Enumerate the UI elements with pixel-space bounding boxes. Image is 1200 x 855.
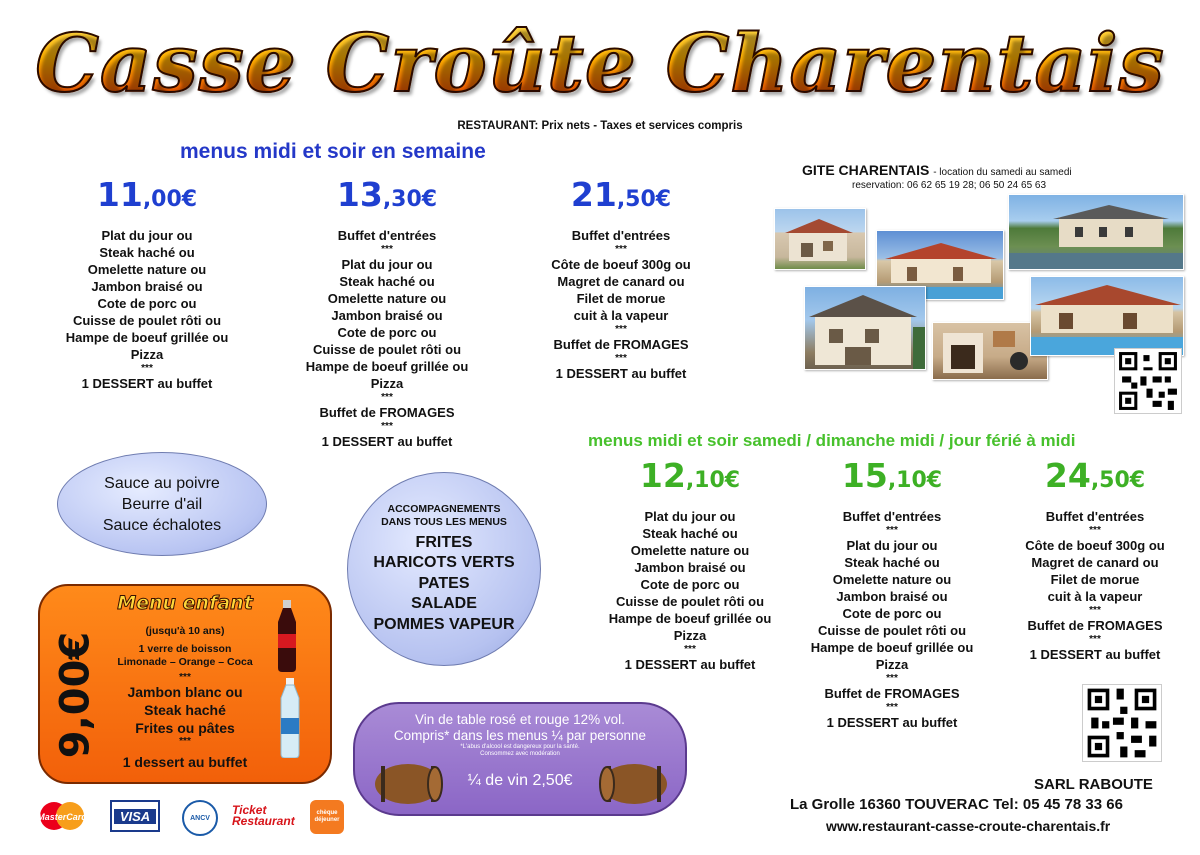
gite-photo — [774, 208, 866, 270]
weekend-heading: menus midi et soir samedi / dimanche midi / jour férié à midi — [588, 431, 1076, 450]
wine-barrel-icon — [373, 762, 443, 806]
menu-price: 15,10€ — [841, 456, 943, 495]
menu-items: Buffet d'entrées *** Côte de boeuf 300g ou Magret de canard ou Filet de morue cuit à la vapeur *** Buffet de FROMAGES *** 1 DESSERT au buffet — [1025, 509, 1165, 662]
visa-logo: VISA — [110, 800, 160, 832]
weekday-menu-3 — [512, 175, 730, 382]
accompagnement-item: FRITES — [415, 533, 473, 551]
accompagnement-item: SALADE — [411, 595, 477, 613]
menu-enfant-price: 9,00€ — [52, 631, 98, 759]
gite-photo — [804, 286, 926, 370]
menu-enfant-title: Menu enfant — [117, 592, 253, 614]
qr-code-restaurant[interactable] — [1082, 684, 1162, 762]
mastercard-logo — [34, 800, 90, 832]
weekend-menu-1 — [584, 456, 796, 673]
menu-price: 11,00€ — [96, 175, 198, 214]
accompagnement-item: PATES — [418, 574, 470, 592]
gite-photo — [1030, 276, 1184, 356]
menu-enfant-details: (jusqu'à 10 ans) 1 verre de boisson Limonade – Orange – Coca *** Jambon blanc ou Steak haché Frites ou pâtes *** 1 dessert au buffet — [117, 625, 253, 770]
company-name: SARL RABOUTE — [1034, 776, 1153, 793]
menu-items: Buffet d'entrées *** Côte de boeuf 300g ou Magret de canard ou Filet de morue cuit à la vapeur *** Buffet de FROMAGES *** 1 DESSERT au buffet — [551, 228, 691, 381]
menu-price: 13,30€ — [336, 175, 438, 214]
wine-text: Vin de table rosé et rouge 12% vol. Compris* dans les menus ¼ par personne — [393, 712, 647, 743]
accompagnement-item: HARICOTS VERTS — [373, 554, 515, 572]
svg-text:MasterCard: MasterCard — [37, 812, 87, 822]
wine-extra-price: ¼ de vin 2,50€ — [467, 772, 573, 789]
wine-barrel-icon — [599, 762, 669, 806]
accompagnements-heading: ACCOMPAGNEMENTS DANS TOUS LES MENUS — [381, 502, 507, 528]
ticket-restaurant-logo: Ticket Restaurant — [232, 803, 295, 828]
weekday-menu-2 — [278, 175, 496, 450]
water-bottle-icon — [275, 678, 305, 758]
gite-photo — [1008, 194, 1184, 270]
restaurant-subtitle: RESTAURANT: Prix nets - Taxes et services compris — [457, 120, 743, 132]
sauce-item: Sauce au poivre — [104, 474, 220, 492]
wine-warning: *L'abus d'alcool est dangereux pour la santé. Consommez avec modération — [460, 744, 580, 757]
ancv-logo: ANCV — [182, 800, 218, 836]
restaurant-logo-title — [0, 8, 1200, 118]
website-link[interactable]: www.restaurant-casse-croute-charentais.fr — [826, 818, 1111, 834]
sauce-bubble — [57, 452, 267, 556]
menu-price: 21,50€ — [570, 175, 672, 214]
weekend-menu-2 — [786, 456, 998, 731]
weekday-heading: menus midi et soir en semaine — [180, 140, 486, 163]
company-address: La Grolle 16360 TOUVERAC Tel: 05 45 78 33 66 — [790, 796, 1123, 813]
menu-items: Buffet d'entrées *** Plat du jour ou Steak haché ou Omelette nature ou Jambon braisé ou Cote de porc ou Cuisse de poulet rôti ou Hampe de boeuf grillée ou Pizza *** Buffet de FROMAGES *** 1 DESSERT au buffet — [810, 509, 974, 730]
cheque-dejeuner-logo: chèque déjeuner — [310, 800, 344, 834]
title-text: Casse Croûte Charentais — [35, 16, 1165, 110]
gite-title: GITE CHARENTAIS - location du samedi au samedi — [802, 162, 1072, 178]
sauce-item: Sauce échalotes — [102, 516, 222, 534]
gite-reservation: reservation: 06 62 65 19 28; 06 50 24 65 63 — [852, 180, 1047, 191]
wine-box — [353, 702, 687, 816]
accompagnement-item: POMMES VAPEUR — [373, 615, 515, 633]
weekend-menu-3 — [990, 456, 1200, 663]
menu-items: Buffet d'entrées *** Plat du jour ou Steak haché ou Omelette nature ou Jambon braisé ou Cote de porc ou Cuisse de poulet rôti ou Hampe de boeuf grillée ou Pizza *** Buffet de FROMAGES *** 1 DESSERT au buffet — [305, 228, 469, 449]
menu-price: 12,10€ — [639, 456, 741, 495]
soda-bottle-icon — [272, 600, 302, 672]
accompagnements-bubble — [347, 472, 541, 666]
menu-price: 24,50€ — [1044, 456, 1146, 495]
menu-items: Plat du jour ou Steak haché ou Omelette nature ou Jambon braisé ou Cote de porc ou Cuisse de poulet rôti ou Hampe de boeuf grillée ou Pizza *** 1 DESSERT au buffet — [65, 228, 229, 391]
sauce-item: Beurre d'ail — [121, 495, 203, 513]
menu-items: Plat du jour ou Steak haché ou Omelette nature ou Jambon braisé ou Cote de porc ou Cuisse de poulet rôti ou Hampe de boeuf grillée ou Pizza *** 1 DESSERT au buffet — [608, 509, 772, 672]
qr-code-gite[interactable] — [1114, 348, 1182, 414]
weekday-menu-1 — [38, 175, 256, 392]
